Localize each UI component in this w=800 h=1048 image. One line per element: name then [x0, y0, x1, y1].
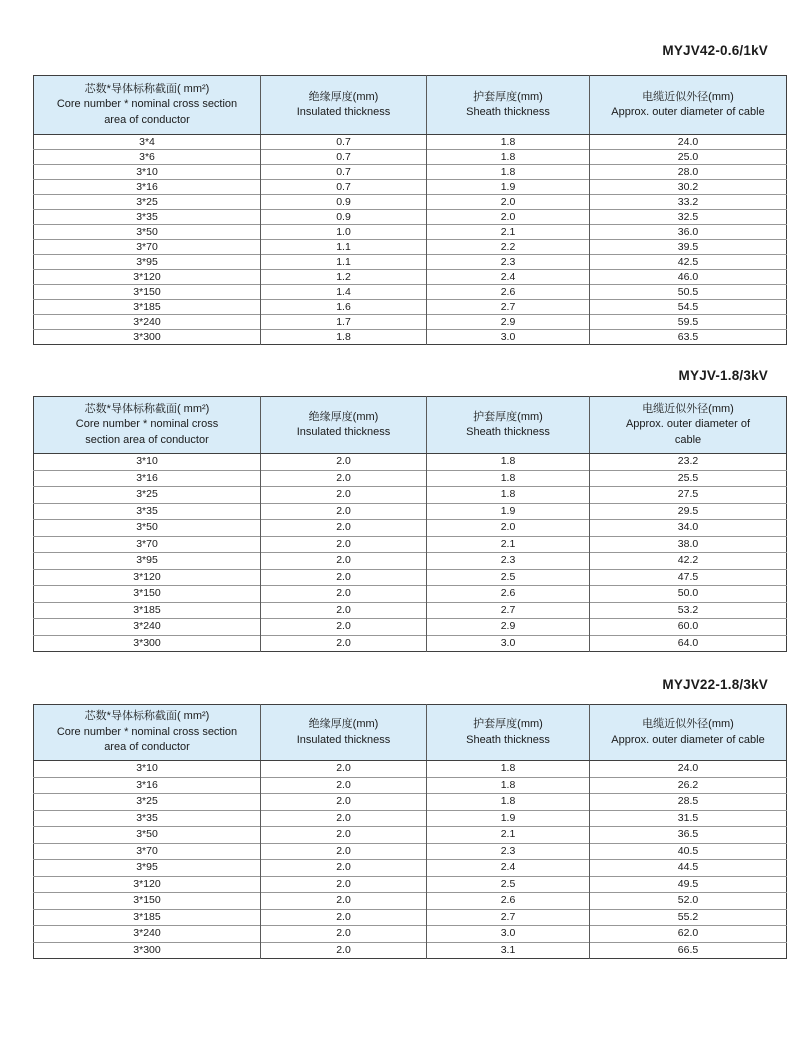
table-cell: 1.8 [427, 165, 590, 180]
table-cell: 2.0 [427, 210, 590, 225]
table-cell: 44.5 [590, 860, 787, 877]
header-cell [261, 76, 427, 135]
table-row [34, 270, 787, 285]
table-cell: 2.0 [261, 926, 427, 943]
table-cell: 3*120 [34, 270, 261, 285]
table-row [34, 909, 787, 926]
table-row [34, 810, 787, 827]
header-line: 电缆近似外径(mm) [642, 718, 734, 730]
header-line: Approx. outer diameter of cable [611, 733, 765, 746]
table-cell: 32.5 [590, 210, 787, 225]
header-line: 芯数*导体标称截面( mm²) [84, 82, 210, 95]
table-cell: 3*35 [34, 810, 261, 827]
table-cell: 1.1 [261, 240, 427, 255]
header-line: area of conductor [104, 741, 190, 754]
table-cell: 36.5 [590, 827, 787, 844]
table-cell: 3.0 [427, 330, 590, 345]
header-row [34, 397, 787, 454]
table-cell: 46.0 [590, 270, 787, 285]
table-cell: 25.0 [590, 150, 787, 165]
table-cell: 3*95 [34, 553, 261, 570]
header-line: 护套厚度(mm) [473, 90, 543, 103]
table-cell: 2.0 [261, 536, 427, 553]
table-row [34, 225, 787, 240]
header-cell [34, 705, 261, 761]
header-line: Approx. outer diameter of [625, 418, 751, 431]
table-cell: 1.8 [427, 761, 590, 778]
table-body [34, 761, 787, 959]
table-cell: 3*70 [34, 536, 261, 553]
table-cell: 3*95 [34, 860, 261, 877]
table-cell: 1.8 [261, 330, 427, 345]
table-cell: 2.0 [261, 602, 427, 619]
table-cell: 0.9 [261, 210, 427, 225]
table-row [34, 843, 787, 860]
table-cell: 2.6 [427, 586, 590, 603]
table-cell: 26.2 [590, 777, 787, 794]
table-cell: 2.0 [261, 470, 427, 487]
table-cell: 2.3 [427, 553, 590, 570]
table-cell: 63.5 [590, 330, 787, 345]
header-line: section area of conductor [85, 433, 209, 446]
table-row [34, 195, 787, 210]
table-cell: 1.8 [427, 777, 590, 794]
header-line: Core number * nominal cross section [56, 98, 238, 111]
table-cell: 3.0 [427, 926, 590, 943]
table-cell: 2.0 [261, 619, 427, 636]
header-cell [590, 76, 787, 135]
table-cell: 53.2 [590, 602, 787, 619]
header-line: 护套厚度(mm) [473, 718, 543, 730]
table-cell: 66.5 [590, 942, 787, 959]
table-cell: 34.0 [590, 520, 787, 537]
spec-table-myjv22 [33, 704, 787, 959]
table-cell: 2.0 [261, 876, 427, 893]
table-cell: 3*70 [34, 240, 261, 255]
table-row [34, 602, 787, 619]
table-cell: 33.2 [590, 195, 787, 210]
table-cell: 3*185 [34, 909, 261, 926]
table-cell: 3*185 [34, 300, 261, 315]
table-cell: 3*150 [34, 285, 261, 300]
header-cell [427, 397, 590, 454]
table-cell: 1.4 [261, 285, 427, 300]
table-cell: 60.0 [590, 619, 787, 636]
section-myjv42 [33, 43, 768, 345]
table-cell: 2.1 [427, 225, 590, 240]
table-cell: 24.0 [590, 761, 787, 778]
table-cell: 39.5 [590, 240, 787, 255]
table-cell: 3*120 [34, 569, 261, 586]
table-cell: 2.0 [261, 520, 427, 537]
table-cell: 3*10 [136, 455, 158, 467]
table-cell: 3*50 [34, 225, 261, 240]
table-cell: 50.5 [590, 285, 787, 300]
table-cell: 3*300 [34, 330, 261, 345]
header-line: 绝缘厚度(mm) [308, 410, 379, 423]
spec-table-myjv [33, 396, 787, 652]
header-cell [427, 76, 590, 135]
table-cell: 3*300 [34, 635, 261, 652]
header-cell [34, 76, 261, 135]
header-row [34, 705, 787, 761]
table-row [34, 893, 787, 910]
header-cell [590, 397, 787, 454]
table-row [34, 210, 787, 225]
table-cell: 3*95 [34, 255, 261, 270]
table-row [34, 165, 787, 180]
header-cell [590, 705, 787, 761]
table-cell: 3*50 [34, 520, 261, 537]
table-cell: 0.7 [261, 180, 427, 195]
section-myjv22 [33, 677, 768, 959]
table-cell: 2.3 [427, 843, 590, 860]
table-cell: 1.1 [261, 255, 427, 270]
table-cell: 2.7 [427, 909, 590, 926]
table-cell: 2.9 [427, 619, 590, 636]
table-cell: 2.0 [261, 487, 427, 504]
table-cell: 2.1 [427, 536, 590, 553]
table-cell: 2.0 [261, 761, 427, 778]
table-cell: 3*240 [34, 315, 261, 330]
table-cell: 2.0 [261, 794, 427, 811]
table-body [34, 454, 787, 652]
table-cell: 1.6 [261, 300, 427, 315]
header-cell [261, 397, 427, 454]
table-cell: 62.0 [590, 926, 787, 943]
table-cell: 3*6 [34, 150, 261, 165]
table-cell: 0.9 [261, 195, 427, 210]
table-cell: 49.5 [590, 876, 787, 893]
table-row [34, 827, 787, 844]
table-title-myjv: MYJV-1.8/3kV [678, 368, 768, 383]
header-line: area of conductor [104, 113, 190, 126]
table-row [34, 536, 787, 553]
table-cell: 1.8 [427, 135, 590, 150]
table-cell: 1.8 [427, 487, 590, 504]
table-cell: 3*35 [34, 503, 261, 520]
table-cell: 1.8 [427, 454, 590, 471]
header-line: Sheath thickness [466, 426, 550, 438]
header-line: Insulated thickness [296, 106, 391, 118]
table-row [34, 926, 787, 943]
table-row [34, 586, 787, 603]
table-row [34, 454, 787, 471]
table-row [34, 470, 787, 487]
table-cell: 0.7 [261, 135, 427, 150]
table-cell: 2.1 [427, 827, 590, 844]
table-cell: 2.0 [261, 942, 427, 959]
table-cell: 3*240 [34, 619, 261, 636]
header-cell [427, 705, 590, 761]
table-cell: 2.7 [427, 602, 590, 619]
table-cell: 2.3 [427, 255, 590, 270]
table-cell: 3*150 [34, 586, 261, 603]
table-cell: 2.5 [427, 569, 590, 586]
table-row [34, 553, 787, 570]
table-cell: 2.0 [261, 810, 427, 827]
table-cell: 40.5 [590, 843, 787, 860]
header-line: Sheath thickness [466, 733, 550, 746]
table-cell: 25.5 [590, 470, 787, 487]
table-row [34, 315, 787, 330]
table-cell: 2.0 [261, 843, 427, 860]
header-line: 绝缘厚度(mm) [308, 90, 379, 103]
table-cell: 2.0 [261, 553, 427, 570]
table-row [34, 240, 787, 255]
table-cell: 3*16 [34, 470, 261, 487]
table-cell: 27.5 [590, 487, 787, 504]
table-cell: 2.0 [261, 827, 427, 844]
table-header [34, 397, 787, 454]
table-cell: 2.0 [261, 893, 427, 910]
table-cell: 2.6 [427, 285, 590, 300]
table-cell: 2.0 [261, 503, 427, 520]
table-cell: 2.0 [261, 635, 427, 652]
table-cell: 1.8 [427, 794, 590, 811]
table-cell: 23.2 [590, 454, 787, 471]
table-cell: 3*16 [34, 777, 261, 794]
header-line: cable [674, 433, 702, 446]
table-cell: 2.0 [261, 909, 427, 926]
table-cell: 31.5 [590, 810, 787, 827]
table-cell: 2.4 [427, 860, 590, 877]
table-row [34, 619, 787, 636]
table-cell: 24.0 [590, 135, 787, 150]
table-row [34, 876, 787, 893]
table-row [34, 487, 787, 504]
table-cell: 36.0 [590, 225, 787, 240]
table-cell: 2.0 [261, 860, 427, 877]
header-line: Insulated thickness [296, 426, 391, 438]
table-header [34, 705, 787, 761]
header-line: Sheath thickness [466, 106, 550, 118]
table-cell: 3*4 [139, 136, 155, 148]
header-line: 芯数*导体标称截面( mm²) [84, 710, 210, 723]
table-row [34, 150, 787, 165]
table-cell: 3*25 [34, 794, 261, 811]
header-line: 芯数*导体标称截面( mm²) [84, 402, 210, 415]
table-row [34, 285, 787, 300]
table-row [34, 520, 787, 537]
table-cell: 1.7 [261, 315, 427, 330]
table-cell: 1.8 [427, 150, 590, 165]
table-cell: 2.0 [261, 569, 427, 586]
table-cell: 0.7 [261, 165, 427, 180]
table-cell: 2.0 [427, 520, 590, 537]
table-cell: 2.4 [427, 270, 590, 285]
table-cell: 3*16 [34, 180, 261, 195]
table-cell: 2.7 [427, 300, 590, 315]
table-cell: 2.0 [261, 777, 427, 794]
table-cell: 42.2 [590, 553, 787, 570]
header-line: 护套厚度(mm) [473, 410, 543, 423]
table-cell: 2.2 [427, 240, 590, 255]
table-cell: 52.0 [590, 893, 787, 910]
table-cell: 2.0 [261, 586, 427, 603]
table-header [34, 76, 787, 135]
table-cell: 0.7 [261, 150, 427, 165]
table-cell: 30.2 [590, 180, 787, 195]
table-row [34, 300, 787, 315]
header-line: Insulated thickness [296, 733, 391, 746]
table-cell: 28.0 [590, 165, 787, 180]
table-cell: 1.9 [427, 810, 590, 827]
table-cell: 2.6 [427, 893, 590, 910]
table-row [34, 180, 787, 195]
header-line: Approx. outer diameter of cable [611, 106, 765, 118]
table-cell: 1.8 [427, 470, 590, 487]
table-cell: 3*120 [34, 876, 261, 893]
table-cell: 3*10 [136, 762, 158, 774]
table-title-myjv42: MYJV42-0.6/1kV [662, 43, 768, 58]
table-cell: 2.9 [427, 315, 590, 330]
table-row [34, 860, 787, 877]
table-cell: 1.9 [427, 180, 590, 195]
table-cell: 28.5 [590, 794, 787, 811]
header-cell [34, 397, 261, 454]
table-cell: 59.5 [590, 315, 787, 330]
table-row [34, 942, 787, 959]
table-cell: 3*25 [34, 487, 261, 504]
table-cell: 3*150 [34, 893, 261, 910]
table-row [34, 635, 787, 652]
table-row [34, 330, 787, 345]
table-cell: 3.1 [427, 942, 590, 959]
table-cell: 1.0 [261, 225, 427, 240]
table-cell: 3*50 [34, 827, 261, 844]
table-cell: 42.5 [590, 255, 787, 270]
table-cell: 3*10 [34, 165, 261, 180]
section-myjv [33, 368, 768, 652]
header-line: 电缆近似外径(mm) [642, 90, 734, 103]
table-cell: 3*70 [34, 843, 261, 860]
header-cell [261, 705, 427, 761]
table-cell: 3*35 [34, 210, 261, 225]
table-cell: 47.5 [590, 569, 787, 586]
table-row [34, 794, 787, 811]
table-cell: 3*300 [34, 942, 261, 959]
table-cell: 2.5 [427, 876, 590, 893]
table-title-myjv22: MYJV22-1.8/3kV [662, 677, 768, 692]
table-cell: 55.2 [590, 909, 787, 926]
table-cell: 3.0 [427, 635, 590, 652]
table-cell: 50.0 [590, 586, 787, 603]
table-cell: 1.9 [427, 503, 590, 520]
table-cell: 3*185 [34, 602, 261, 619]
header-line: Core number * nominal cross section [56, 725, 238, 738]
table-row [34, 761, 787, 778]
table-cell: 3*25 [34, 195, 261, 210]
header-line: 绝缘厚度(mm) [308, 718, 379, 730]
table-cell: 3*240 [34, 926, 261, 943]
header-row [34, 76, 787, 135]
table-cell: 2.0 [261, 454, 427, 471]
table-row [34, 135, 787, 150]
table-cell: 1.2 [261, 270, 427, 285]
table-cell: 2.0 [427, 195, 590, 210]
table-row [34, 569, 787, 586]
table-body [34, 135, 787, 345]
table-row [34, 255, 787, 270]
table-cell: 38.0 [590, 536, 787, 553]
spec-table-myjv42 [33, 75, 787, 345]
table-row [34, 777, 787, 794]
table-row [34, 503, 787, 520]
table-cell: 54.5 [590, 300, 787, 315]
header-line: 电缆近似外径(mm) [642, 402, 734, 415]
table-cell: 29.5 [590, 503, 787, 520]
table-cell: 64.0 [590, 635, 787, 652]
header-line: Core number * nominal cross [75, 418, 219, 431]
